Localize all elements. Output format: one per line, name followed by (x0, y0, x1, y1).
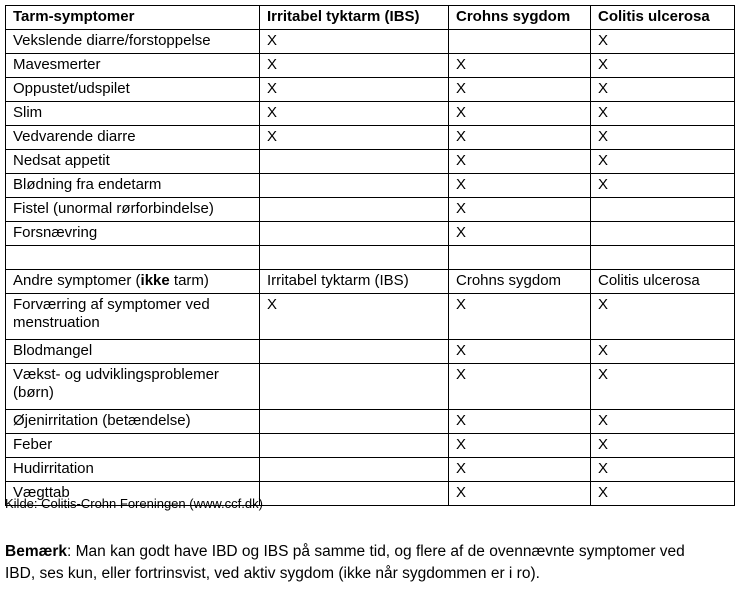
table-row (6, 434, 735, 458)
mark-cell: X (449, 458, 591, 482)
mark-cell: X (591, 340, 735, 364)
mark-cell (449, 30, 591, 54)
mark-cell: X (260, 102, 449, 126)
mark-cell: X (449, 174, 591, 198)
symptom-cell: Vægttab (6, 482, 260, 506)
table-row (6, 54, 735, 78)
mark-cell: X (260, 54, 449, 78)
symptom-cell: Vækst- og udviklingsproblemer (børn) (6, 364, 260, 410)
mark-cell: X (591, 30, 735, 54)
mark-cell: X (260, 78, 449, 102)
mark-cell: X (591, 294, 735, 340)
mark-cell (260, 174, 449, 198)
mark-cell: X (449, 198, 591, 222)
mark-cell: X (449, 102, 591, 126)
mark-cell: X (449, 78, 591, 102)
mark-cell: X (449, 126, 591, 150)
mark-cell (591, 198, 735, 222)
mark-cell (260, 150, 449, 174)
mark-cell: X (591, 364, 735, 410)
symptom-table (5, 5, 735, 506)
header-cell: Irritabel tyktarm (IBS) (260, 270, 449, 294)
mark-cell: X (260, 126, 449, 150)
mark-cell (260, 364, 449, 410)
empty-cell (449, 246, 591, 270)
table-row (6, 294, 735, 340)
spacer-row (6, 246, 735, 270)
table-row (6, 458, 735, 482)
mark-cell: X (591, 54, 735, 78)
mark-cell: X (591, 102, 735, 126)
mark-cell (260, 340, 449, 364)
header-cell: Irritabel tyktarm (IBS) (260, 6, 449, 30)
table-row (6, 174, 735, 198)
mark-cell: X (449, 482, 591, 506)
note-label: Bemærk (5, 543, 68, 560)
table-row (6, 150, 735, 174)
symptom-cell: Mavesmerter (6, 54, 260, 78)
mark-cell: X (591, 482, 735, 506)
symptom-cell: Blødning fra endetarm (6, 174, 260, 198)
mark-cell: X (591, 150, 735, 174)
header-cell: Tarm-symptomer (6, 6, 260, 30)
mark-cell: X (449, 434, 591, 458)
header-suffix: tarm) (169, 272, 209, 289)
header-cell: Crohns sygdom (449, 270, 591, 294)
empty-cell (6, 246, 260, 270)
table-row (6, 102, 735, 126)
header-emphasis: ikke (140, 272, 170, 289)
mark-cell: X (449, 364, 591, 410)
mark-cell: X (260, 294, 449, 340)
mark-cell (260, 410, 449, 434)
symptom-cell: Vekslende diarre/forstoppelse (6, 30, 260, 54)
source-caption: Kilde: Colitis-Crohn Foreningen (www.ccf.dk) (5, 496, 263, 511)
symptom-cell: Øjenirritation (betændelse) (6, 410, 260, 434)
mark-cell: X (591, 126, 735, 150)
mark-cell (260, 482, 449, 506)
header-cell: Crohns sygdom (449, 6, 591, 30)
mark-cell: X (449, 410, 591, 434)
empty-cell (591, 246, 735, 270)
symptom-cell: Forværring af symptomer ved menstruation (6, 294, 260, 340)
mark-cell: X (591, 434, 735, 458)
mark-cell (260, 198, 449, 222)
mark-cell: X (591, 410, 735, 434)
table-row (6, 410, 735, 434)
table-row (6, 198, 735, 222)
mark-cell (591, 222, 735, 246)
symptom-cell: Nedsat appetit (6, 150, 260, 174)
table-row (6, 30, 735, 54)
symptom-cell: Forsnævring (6, 222, 260, 246)
symptom-cell: Feber (6, 434, 260, 458)
symptom-cell: Oppustet/udspilet (6, 78, 260, 102)
mark-cell: X (449, 340, 591, 364)
symptom-cell: Fistel (unormal rørforbindelse) (6, 198, 260, 222)
note-text: : Man kan godt have IBD og IBS på samme tid, og flere af de ovennævnte symptomer ved IBD, ses kun, eller fortrinsvist, ved aktiv sygdom (ikke når sygdommen er i ro). (5, 543, 685, 582)
table-subheader-row (6, 270, 735, 294)
header-cell: Colitis ulcerosa (591, 6, 735, 30)
table-header-row (6, 6, 735, 30)
note-paragraph (5, 541, 705, 585)
mark-cell: X (591, 458, 735, 482)
symptom-cell: Slim (6, 102, 260, 126)
table-row (6, 78, 735, 102)
mark-cell: X (591, 174, 735, 198)
mark-cell: X (449, 294, 591, 340)
mark-cell (260, 458, 449, 482)
mark-cell (260, 434, 449, 458)
mark-cell: X (449, 222, 591, 246)
table-row (6, 364, 735, 410)
table-row (6, 340, 735, 364)
header-cell (6, 270, 260, 294)
header-cell: Colitis ulcerosa (591, 270, 735, 294)
mark-cell: X (591, 78, 735, 102)
symptom-cell: Hudirritation (6, 458, 260, 482)
mark-cell (260, 222, 449, 246)
mark-cell: X (260, 30, 449, 54)
mark-cell: X (449, 54, 591, 78)
table-row (6, 126, 735, 150)
symptom-cell: Vedvarende diarre (6, 126, 260, 150)
empty-cell (260, 246, 449, 270)
table-row (6, 222, 735, 246)
mark-cell: X (449, 150, 591, 174)
header-prefix: Andre symptomer ( (13, 272, 141, 289)
symptom-cell: Blodmangel (6, 340, 260, 364)
